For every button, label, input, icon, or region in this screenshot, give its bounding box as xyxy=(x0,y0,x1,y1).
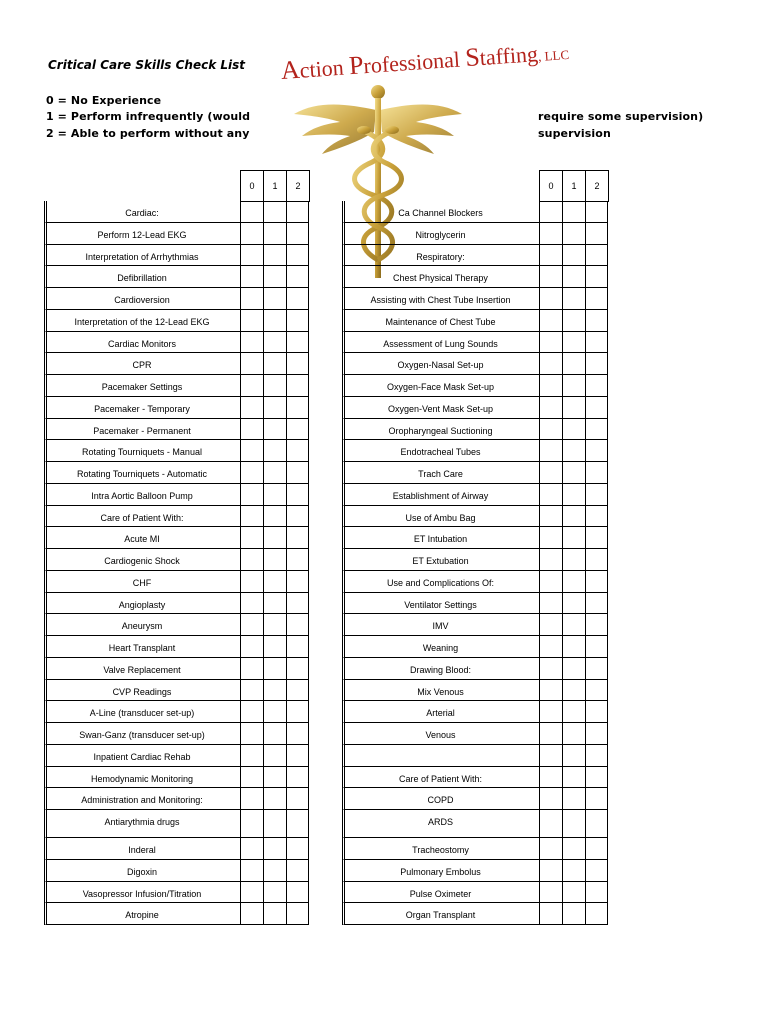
score-checkbox-0[interactable] xyxy=(539,701,562,723)
score-checkbox-0[interactable] xyxy=(539,440,562,462)
skill-label: Atropine xyxy=(125,910,159,921)
score-checkbox-0[interactable] xyxy=(539,310,562,332)
left-header-2: 2 xyxy=(287,171,310,202)
score-checkbox-0[interactable] xyxy=(240,860,263,882)
score-checkbox-0[interactable] xyxy=(240,245,263,267)
skill-label: ET Extubation xyxy=(412,556,469,566)
skill-label: Defibrillation xyxy=(117,273,167,284)
score-checkbox-1[interactable] xyxy=(263,614,286,636)
score-checkbox-2[interactable] xyxy=(585,223,608,245)
score-checkbox-1[interactable] xyxy=(263,903,286,925)
score-checkbox-0[interactable] xyxy=(539,723,562,745)
score-checkbox-1[interactable] xyxy=(263,375,286,397)
skill-label: Interpretation of the 12-Lead EKG xyxy=(74,316,210,327)
score-checkbox-2[interactable] xyxy=(286,593,309,615)
score-checkbox-2[interactable] xyxy=(585,788,608,810)
score-checkbox-2[interactable] xyxy=(286,484,309,506)
score-checkbox-0[interactable] xyxy=(240,419,263,441)
score-checkbox-1[interactable] xyxy=(263,723,286,745)
page-title: Critical Care Skills Check List xyxy=(48,58,246,72)
score-checkbox-0[interactable] xyxy=(240,310,263,332)
legend-line-2: 2 = Able to perform without any xyxy=(46,127,250,140)
score-checkbox-0[interactable] xyxy=(539,549,562,571)
score-checkbox-2[interactable] xyxy=(585,310,608,332)
score-checkbox-1[interactable] xyxy=(263,549,286,571)
score-checkbox-1[interactable] xyxy=(562,484,585,506)
score-checkbox-0[interactable] xyxy=(539,571,562,593)
score-checkbox-0[interactable] xyxy=(539,375,562,397)
score-checkbox-1[interactable] xyxy=(263,527,286,549)
left-header-0: 0 xyxy=(241,171,264,202)
skill-label: CPR xyxy=(132,360,152,371)
score-checkbox-1[interactable] xyxy=(562,332,585,354)
score-checkbox-1[interactable] xyxy=(263,288,286,310)
score-checkbox-0[interactable] xyxy=(240,571,263,593)
skill-label xyxy=(342,745,539,767)
score-checkbox-1[interactable] xyxy=(562,201,585,223)
score-checkbox-2[interactable] xyxy=(585,375,608,397)
left-score-header xyxy=(240,170,310,202)
score-checkbox-2[interactable] xyxy=(585,484,608,506)
score-checkbox-1[interactable] xyxy=(263,484,286,506)
skill-label: Respiratory: xyxy=(416,251,465,262)
score-checkbox-1[interactable] xyxy=(263,310,286,332)
skill-label: Care of Patient With: xyxy=(100,512,184,523)
score-checkbox-1[interactable] xyxy=(562,440,585,462)
score-checkbox-0[interactable] xyxy=(539,353,562,375)
score-checkbox-1[interactable] xyxy=(562,245,585,267)
score-checkbox-0[interactable] xyxy=(240,397,263,419)
score-checkbox-1[interactable] xyxy=(562,593,585,615)
score-checkbox-2[interactable] xyxy=(585,527,608,549)
score-checkbox-1[interactable] xyxy=(263,838,286,860)
score-checkbox-0[interactable] xyxy=(240,201,263,223)
score-checkbox-0[interactable] xyxy=(240,484,263,506)
score-checkbox-2[interactable] xyxy=(286,375,309,397)
skill-label: Swan-Ganz (transducer set-up) xyxy=(79,730,205,740)
score-checkbox-2[interactable] xyxy=(585,332,608,354)
score-checkbox-2[interactable] xyxy=(585,658,608,680)
score-checkbox-1[interactable] xyxy=(263,860,286,882)
skill-label: Inpatient Cardiac Rehab xyxy=(93,751,191,762)
skill-label: Oxygen-Face Mask Set-up xyxy=(386,382,495,392)
score-checkbox-0[interactable] xyxy=(240,882,263,904)
skill-label: CHF xyxy=(132,577,152,588)
score-checkbox-2[interactable] xyxy=(286,310,309,332)
score-checkbox-1[interactable] xyxy=(562,701,585,723)
score-checkbox-1[interactable] xyxy=(263,788,286,810)
score-checkbox-1[interactable] xyxy=(562,506,585,528)
score-checkbox-2[interactable] xyxy=(585,506,608,528)
score-checkbox-2[interactable] xyxy=(286,838,309,860)
score-checkbox-2[interactable] xyxy=(286,506,309,528)
score-checkbox-0[interactable] xyxy=(240,223,263,245)
skill-label: Care of Patient With: xyxy=(398,773,483,784)
score-checkbox-1[interactable] xyxy=(562,614,585,636)
skill-label: Cardiogenic Shock xyxy=(104,556,180,566)
skill-label: Chest Physical Therapy xyxy=(393,273,488,284)
skill-label: Rotating Tourniquets - Automatic xyxy=(77,469,207,479)
score-checkbox-2[interactable] xyxy=(286,767,309,789)
score-checkbox-0[interactable] xyxy=(539,419,562,441)
skill-label: Antiarythmia drugs xyxy=(104,817,180,827)
score-checkbox-0[interactable] xyxy=(539,636,562,658)
score-checkbox-0[interactable] xyxy=(539,860,562,882)
skill-label: Cardiac: xyxy=(125,208,159,218)
score-checkbox-0[interactable] xyxy=(539,223,562,245)
logo-suffix: , LLC xyxy=(537,46,570,65)
skill-label: Oropharyngeal Suctioning xyxy=(388,425,493,436)
score-checkbox-2[interactable] xyxy=(585,266,608,288)
score-checkbox-2[interactable] xyxy=(585,838,608,860)
score-checkbox-2[interactable] xyxy=(286,810,309,838)
score-checkbox-2[interactable] xyxy=(585,397,608,419)
score-checkbox-1[interactable] xyxy=(562,266,585,288)
skill-label: Heart Transplant xyxy=(108,643,176,653)
score-checkbox-0[interactable] xyxy=(240,701,263,723)
score-checkbox-2[interactable] xyxy=(585,860,608,882)
score-checkbox-0[interactable] xyxy=(240,636,263,658)
score-checkbox-2[interactable] xyxy=(286,527,309,549)
score-checkbox-1[interactable] xyxy=(562,397,585,419)
score-checkbox-1[interactable] xyxy=(263,397,286,419)
score-checkbox-2[interactable] xyxy=(286,332,309,354)
score-checkbox-1[interactable] xyxy=(562,549,585,571)
skill-label: Weaning xyxy=(422,643,459,653)
score-checkbox-1[interactable] xyxy=(263,353,286,375)
score-checkbox-2[interactable] xyxy=(286,701,309,723)
score-checkbox-2[interactable] xyxy=(286,745,309,767)
skill-label: Acute MI xyxy=(124,534,160,545)
skill-label: Assisting with Chest Tube Insertion xyxy=(370,295,511,305)
score-checkbox-2[interactable] xyxy=(585,636,608,658)
score-checkbox-0[interactable] xyxy=(240,462,263,484)
score-checkbox-0[interactable] xyxy=(539,680,562,702)
score-checkbox-2[interactable] xyxy=(585,614,608,636)
score-checkbox-0[interactable] xyxy=(240,375,263,397)
score-checkbox-2[interactable] xyxy=(585,462,608,484)
score-checkbox-0[interactable] xyxy=(539,266,562,288)
score-checkbox-1[interactable] xyxy=(263,506,286,528)
score-checkbox-2[interactable] xyxy=(585,701,608,723)
score-checkbox-0[interactable] xyxy=(240,288,263,310)
score-checkbox-0[interactable] xyxy=(539,484,562,506)
skill-label: Use of Ambu Bag xyxy=(405,512,476,523)
skill-label: Cardiac Monitors xyxy=(107,338,177,349)
score-checkbox-2[interactable] xyxy=(286,245,309,267)
score-checkbox-1[interactable] xyxy=(263,332,286,354)
legend-line-1: 1 = Perform infrequently (would xyxy=(46,110,251,123)
score-checkbox-1[interactable] xyxy=(263,810,286,838)
score-checkbox-0[interactable] xyxy=(539,788,562,810)
score-checkbox-0[interactable] xyxy=(240,614,263,636)
left-header-1: 1 xyxy=(264,171,287,202)
score-checkbox-1[interactable] xyxy=(263,882,286,904)
legend-right-line-1: supervision xyxy=(538,127,611,140)
score-checkbox-2[interactable] xyxy=(585,571,608,593)
score-checkbox-1[interactable] xyxy=(562,882,585,904)
score-checkbox-1[interactable] xyxy=(562,903,585,925)
company-logo xyxy=(280,36,570,86)
score-checkbox-1[interactable] xyxy=(562,462,585,484)
skill-label: Inderal xyxy=(128,845,156,855)
score-checkbox-2[interactable] xyxy=(286,201,309,223)
score-checkbox-0[interactable] xyxy=(539,838,562,860)
score-checkbox-2[interactable] xyxy=(585,723,608,745)
score-checkbox-0[interactable] xyxy=(539,462,562,484)
skill-label: ET Intubation xyxy=(413,534,468,545)
score-checkbox-2[interactable] xyxy=(286,353,309,375)
logo-initial-a: A xyxy=(279,54,301,86)
score-checkbox-0[interactable] xyxy=(539,506,562,528)
score-checkbox-2[interactable] xyxy=(585,419,608,441)
skill-label: Assessment of Lung Sounds xyxy=(383,338,498,349)
score-checkbox-0[interactable] xyxy=(539,658,562,680)
skill-label: Ca Channel Blockers xyxy=(398,208,483,218)
score-checkbox-1[interactable] xyxy=(263,223,286,245)
score-checkbox-2[interactable] xyxy=(585,882,608,904)
score-checkbox-2[interactable] xyxy=(286,223,309,245)
skill-label: Endotracheal Tubes xyxy=(400,447,481,458)
skill-label: Pacemaker Settings xyxy=(101,382,183,392)
skill-label: Vasopressor Infusion/Titration xyxy=(82,888,202,899)
skill-label: Mix Venous xyxy=(417,686,464,697)
score-checkbox-0[interactable] xyxy=(240,810,263,838)
score-checkbox-1[interactable] xyxy=(562,745,585,767)
logo-word-3: taffing xyxy=(478,41,539,71)
score-checkbox-1[interactable] xyxy=(263,593,286,615)
score-checkbox-0[interactable] xyxy=(240,788,263,810)
skill-label: Maintenance of Chest Tube xyxy=(385,316,496,327)
right-header-1: 1 xyxy=(563,171,586,202)
skill-label: COPD xyxy=(427,795,454,806)
score-checkbox-2[interactable] xyxy=(286,440,309,462)
score-checkbox-0[interactable] xyxy=(240,440,263,462)
score-checkbox-0[interactable] xyxy=(240,903,263,925)
skill-label: Pulse Oximeter xyxy=(409,888,472,899)
score-checkbox-1[interactable] xyxy=(562,288,585,310)
skill-label: Arterial xyxy=(426,708,455,719)
score-checkbox-0[interactable] xyxy=(539,614,562,636)
right-score-header xyxy=(539,170,609,202)
score-checkbox-0[interactable] xyxy=(539,882,562,904)
score-checkbox-0[interactable] xyxy=(539,288,562,310)
skill-label: Administration and Monitoring: xyxy=(81,795,203,806)
score-checkbox-0[interactable] xyxy=(240,658,263,680)
score-checkbox-1[interactable] xyxy=(562,636,585,658)
score-checkbox-0[interactable] xyxy=(240,549,263,571)
score-checkbox-0[interactable] xyxy=(539,527,562,549)
score-checkbox-2[interactable] xyxy=(585,245,608,267)
score-checkbox-0[interactable] xyxy=(539,201,562,223)
skill-label: Aneurysm xyxy=(121,621,163,632)
score-checkbox-1[interactable] xyxy=(562,860,585,882)
score-checkbox-2[interactable] xyxy=(585,903,608,925)
score-checkbox-1[interactable] xyxy=(263,201,286,223)
score-checkbox-2[interactable] xyxy=(286,571,309,593)
score-checkbox-2[interactable] xyxy=(286,266,309,288)
legend-line-0: 0 = No Experience xyxy=(46,94,162,107)
skill-label: Establishment of Airway xyxy=(392,490,489,501)
score-checkbox-1[interactable] xyxy=(263,571,286,593)
score-checkbox-0[interactable] xyxy=(240,593,263,615)
score-checkbox-1[interactable] xyxy=(263,419,286,441)
logo-word-1: ction xyxy=(298,54,350,83)
score-checkbox-0[interactable] xyxy=(539,745,562,767)
score-checkbox-0[interactable] xyxy=(539,245,562,267)
score-checkbox-2[interactable] xyxy=(585,593,608,615)
skill-label: Tracheostomy xyxy=(412,845,469,855)
score-checkbox-0[interactable] xyxy=(539,332,562,354)
skill-label: Pacemaker - Permanent xyxy=(93,425,191,436)
score-checkbox-2[interactable] xyxy=(585,549,608,571)
score-checkbox-1[interactable] xyxy=(263,701,286,723)
skill-label: CVP Readings xyxy=(112,686,172,697)
score-checkbox-1[interactable] xyxy=(263,462,286,484)
score-checkbox-0[interactable] xyxy=(240,680,263,702)
skill-label: Pulmonary Embolus xyxy=(400,866,481,877)
score-checkbox-1[interactable] xyxy=(562,723,585,745)
score-checkbox-1[interactable] xyxy=(562,375,585,397)
skill-label: Interpretation of Arrhythmias xyxy=(85,251,199,262)
score-checkbox-2[interactable] xyxy=(585,440,608,462)
right-header-0: 0 xyxy=(540,171,563,202)
skill-label: Valve Replacement xyxy=(103,664,181,675)
score-checkbox-2[interactable] xyxy=(286,614,309,636)
score-checkbox-1[interactable] xyxy=(263,767,286,789)
score-checkbox-2[interactable] xyxy=(286,680,309,702)
score-checkbox-0[interactable] xyxy=(240,506,263,528)
score-checkbox-0[interactable] xyxy=(240,527,263,549)
skill-label: ARDS xyxy=(427,817,453,827)
score-checkbox-1[interactable] xyxy=(562,838,585,860)
score-checkbox-1[interactable] xyxy=(562,353,585,375)
score-checkbox-0[interactable] xyxy=(240,838,263,860)
logo-initial-p: P xyxy=(348,50,365,81)
skill-label: IMV xyxy=(432,621,449,632)
score-checkbox-1[interactable] xyxy=(562,767,585,789)
score-checkbox-0[interactable] xyxy=(240,332,263,354)
right-header-2: 2 xyxy=(586,171,609,202)
legend-right-line-0: require some supervision) xyxy=(538,110,704,123)
score-checkbox-1[interactable] xyxy=(263,680,286,702)
skill-label: Drawing Blood: xyxy=(409,664,472,675)
score-checkbox-2[interactable] xyxy=(286,462,309,484)
skill-label: Perform 12-Lead EKG xyxy=(97,229,187,240)
score-checkbox-2[interactable] xyxy=(286,903,309,925)
skill-label: Nitroglycerin xyxy=(415,229,466,240)
skill-label: Digoxin xyxy=(126,866,157,877)
score-checkbox-2[interactable] xyxy=(286,636,309,658)
skill-label: Oxygen-Nasal Set-up xyxy=(397,360,484,371)
skill-label: Trach Care xyxy=(418,469,463,479)
score-checkbox-1[interactable] xyxy=(263,636,286,658)
score-checkbox-1[interactable] xyxy=(562,788,585,810)
score-checkbox-1[interactable] xyxy=(562,658,585,680)
score-checkbox-1[interactable] xyxy=(263,745,286,767)
score-checkbox-1[interactable] xyxy=(562,310,585,332)
score-checkbox-2[interactable] xyxy=(585,745,608,767)
logo-initial-s: S xyxy=(464,42,481,73)
score-checkbox-2[interactable] xyxy=(585,201,608,223)
skill-label: Use and Complications Of: xyxy=(386,577,495,588)
score-checkbox-0[interactable] xyxy=(539,397,562,419)
score-checkbox-2[interactable] xyxy=(585,767,608,789)
skill-label: Hemodynamic Monitoring xyxy=(90,773,194,784)
score-checkbox-2[interactable] xyxy=(286,549,309,571)
skill-label: Intra Aortic Balloon Pump xyxy=(91,490,193,501)
score-checkbox-2[interactable] xyxy=(286,397,309,419)
score-checkbox-0[interactable] xyxy=(240,353,263,375)
score-checkbox-1[interactable] xyxy=(562,419,585,441)
skill-label: Venous xyxy=(425,730,456,740)
score-checkbox-2[interactable] xyxy=(286,788,309,810)
score-checkbox-1[interactable] xyxy=(263,658,286,680)
score-checkbox-0[interactable] xyxy=(240,745,263,767)
score-checkbox-1[interactable] xyxy=(562,223,585,245)
score-checkbox-0[interactable] xyxy=(240,723,263,745)
score-checkbox-2[interactable] xyxy=(286,882,309,904)
skill-label: Cardioversion xyxy=(114,295,170,305)
logo-word-2: rofessional xyxy=(362,46,467,79)
score-checkbox-1[interactable] xyxy=(562,810,585,838)
score-checkbox-2[interactable] xyxy=(585,680,608,702)
score-checkbox-1[interactable] xyxy=(562,680,585,702)
skill-label: Ventilator Settings xyxy=(404,599,477,610)
score-checkbox-2[interactable] xyxy=(286,658,309,680)
score-checkbox-1[interactable] xyxy=(263,440,286,462)
skill-label: Rotating Tourniquets - Manual xyxy=(82,447,202,458)
score-checkbox-2[interactable] xyxy=(286,860,309,882)
skill-label: Pacemaker - Temporary xyxy=(94,403,190,414)
score-checkbox-0[interactable] xyxy=(539,903,562,925)
score-checkbox-2[interactable] xyxy=(585,810,608,838)
score-checkbox-0[interactable] xyxy=(240,767,263,789)
score-checkbox-2[interactable] xyxy=(286,419,309,441)
score-checkbox-0[interactable] xyxy=(539,593,562,615)
score-checkbox-2[interactable] xyxy=(286,723,309,745)
skill-label: A-Line (transducer set-up) xyxy=(89,708,195,719)
score-checkbox-1[interactable] xyxy=(562,571,585,593)
score-checkbox-1[interactable] xyxy=(562,527,585,549)
skill-label: Organ Transplant xyxy=(405,910,476,921)
skill-label: Oxygen-Vent Mask Set-up xyxy=(387,403,494,414)
score-checkbox-2[interactable] xyxy=(286,288,309,310)
skill-label: Angioplasty xyxy=(118,599,166,610)
score-checkbox-0[interactable] xyxy=(539,810,562,838)
score-checkbox-1[interactable] xyxy=(263,245,286,267)
score-checkbox-0[interactable] xyxy=(539,767,562,789)
score-checkbox-2[interactable] xyxy=(585,353,608,375)
score-checkbox-2[interactable] xyxy=(585,288,608,310)
score-checkbox-1[interactable] xyxy=(263,266,286,288)
score-checkbox-0[interactable] xyxy=(240,266,263,288)
